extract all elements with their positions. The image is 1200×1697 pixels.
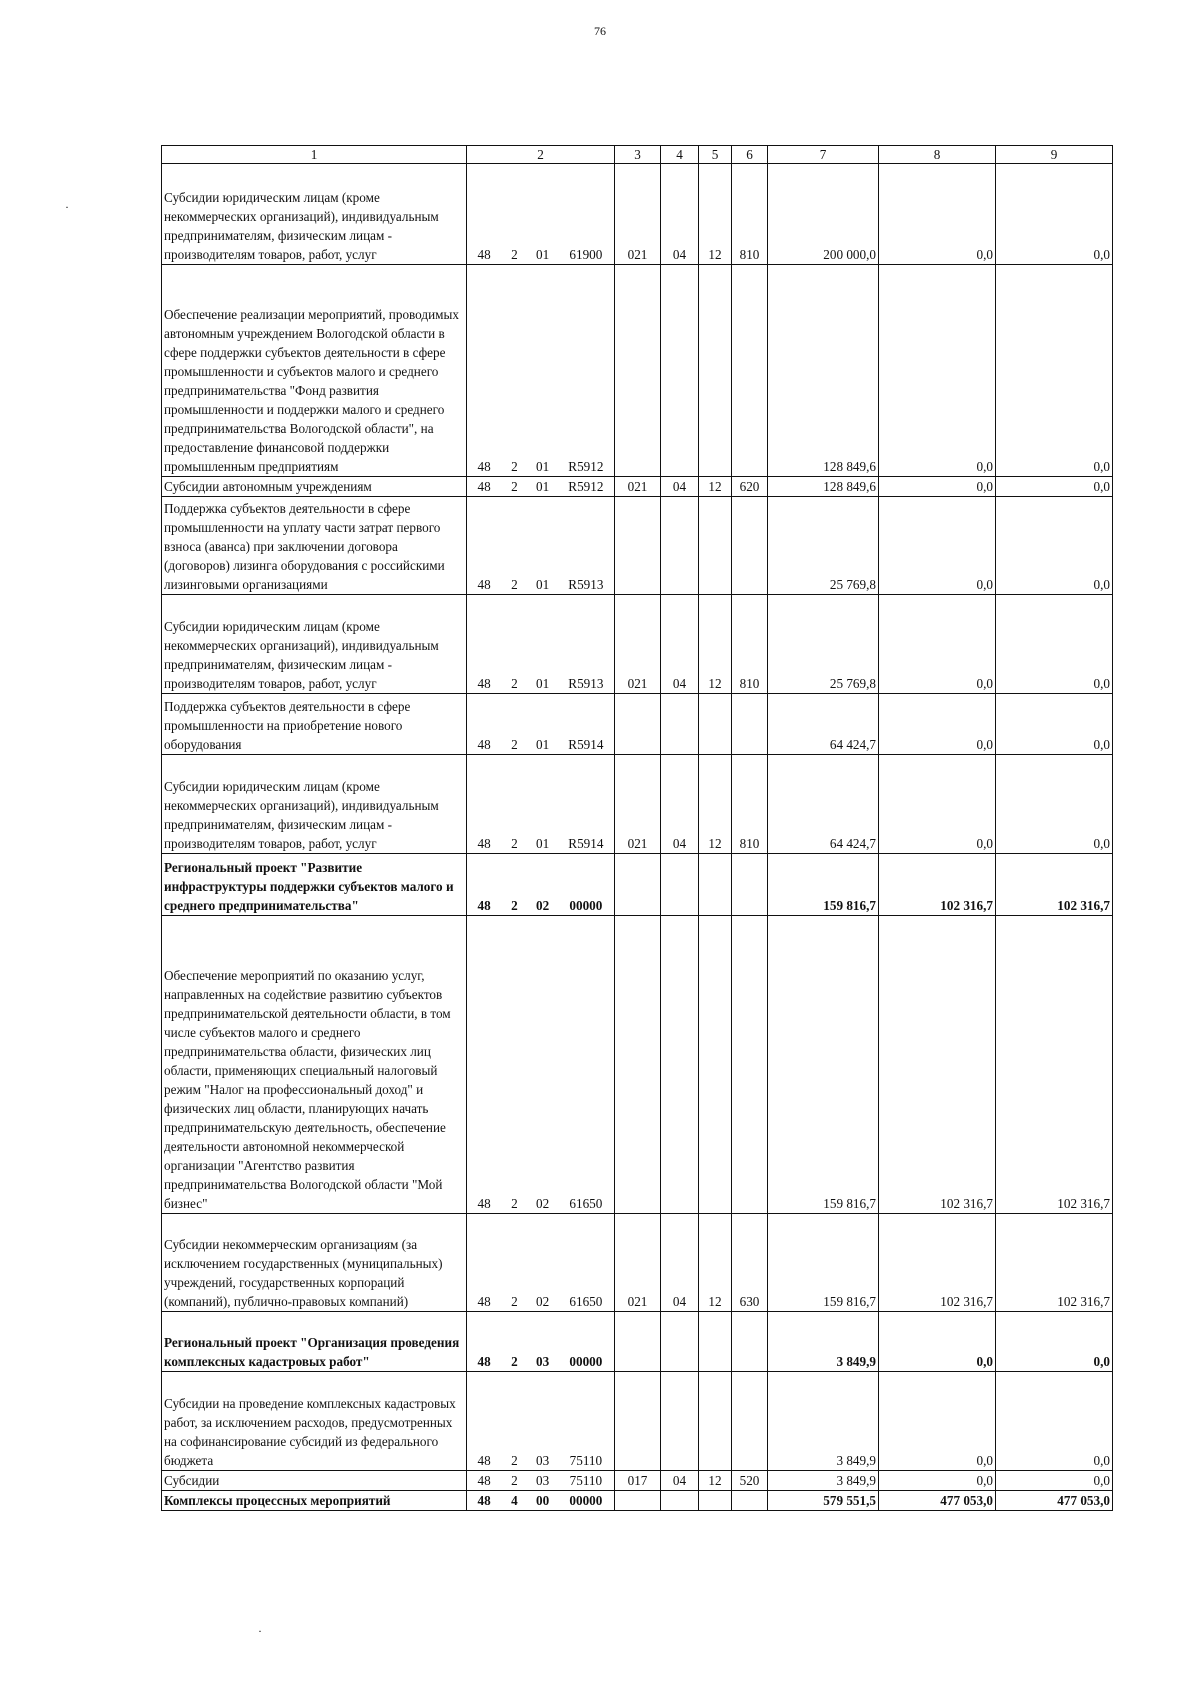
cell-c8: 0,0 bbox=[879, 595, 996, 694]
code-part: 48 bbox=[477, 1453, 491, 1468]
margin-mark: · bbox=[258, 1624, 262, 1638]
cell-c6: 810 bbox=[732, 755, 768, 854]
code-part: 02 bbox=[536, 1294, 550, 1309]
code-part: 2 bbox=[511, 459, 518, 474]
cell-c4: 04 bbox=[661, 1471, 699, 1491]
row-name: Субсидии некоммерческим организациям (за исключением государственных (муниципальных) учреждений, государственных корпораций (компаний), публично-правовых компаний) bbox=[162, 1214, 467, 1312]
code-part: 48 bbox=[477, 898, 491, 913]
cell-c6 bbox=[732, 916, 768, 1214]
header-cell: 7 bbox=[768, 146, 879, 164]
code-part: 75110 bbox=[569, 1473, 603, 1488]
cell-c7: 64 424,7 bbox=[768, 694, 879, 755]
cell-c4 bbox=[661, 694, 699, 755]
cell-c7: 3 849,9 bbox=[768, 1312, 879, 1372]
code-part: 01 bbox=[536, 247, 550, 262]
cell-c8: 0,0 bbox=[879, 694, 996, 755]
code-part: 01 bbox=[536, 459, 550, 474]
cell-c7: 64 424,7 bbox=[768, 755, 879, 854]
cell-c9: 0,0 bbox=[996, 694, 1113, 755]
table-row bbox=[162, 694, 1113, 755]
cell-c8: 102 316,7 bbox=[879, 1214, 996, 1312]
budget-code bbox=[467, 1214, 615, 1312]
code-part: 48 bbox=[477, 577, 491, 592]
budget-code bbox=[467, 477, 615, 497]
cell-c3: 021 bbox=[615, 164, 661, 265]
cell-c6: 630 bbox=[732, 1214, 768, 1312]
code-part: 01 bbox=[536, 577, 550, 592]
cell-c5 bbox=[699, 916, 732, 1214]
table-row bbox=[162, 595, 1113, 694]
margin-mark: · bbox=[65, 200, 69, 214]
budget-code bbox=[467, 595, 615, 694]
code-part: 01 bbox=[536, 676, 550, 691]
cell-c5 bbox=[699, 1372, 732, 1471]
cell-c3 bbox=[615, 854, 661, 916]
cell-c4 bbox=[661, 497, 699, 595]
cell-c6 bbox=[732, 694, 768, 755]
row-name: Субсидии юридическим лицам (кроме некоммерческих организаций), индивидуальным предпринимателям, физическим лицам - производителям товаров, работ, услуг bbox=[162, 755, 467, 854]
cell-c5: 12 bbox=[699, 595, 732, 694]
cell-c5 bbox=[699, 497, 732, 595]
header-cell: 6 bbox=[732, 146, 768, 164]
budget-code bbox=[467, 164, 615, 265]
table-row bbox=[162, 1214, 1113, 1312]
header-cell: 8 bbox=[879, 146, 996, 164]
cell-c7: 159 816,7 bbox=[768, 854, 879, 916]
code-part: 4 bbox=[511, 1493, 518, 1508]
code-part: 2 bbox=[511, 479, 518, 494]
code-part: 48 bbox=[477, 1294, 491, 1309]
row-name: Поддержка субъектов деятельности в сфере промышленности на уплату части затрат первого взноса (аванса) при заключении договора (договоров) лизинга оборудования с российскими лизинговыми организациями bbox=[162, 497, 467, 595]
code-part: 03 bbox=[536, 1354, 550, 1369]
budget-code bbox=[467, 694, 615, 755]
code-part: 2 bbox=[511, 1453, 518, 1468]
header-cell: 3 bbox=[615, 146, 661, 164]
budget-code bbox=[467, 755, 615, 854]
cell-c6: 810 bbox=[732, 164, 768, 265]
table-row bbox=[162, 1372, 1113, 1471]
row-name: Поддержка субъектов деятельности в сфере промышленности на приобретение нового оборудования bbox=[162, 694, 467, 755]
code-part: 01 bbox=[536, 479, 550, 494]
cell-c3: 021 bbox=[615, 755, 661, 854]
code-part: 2 bbox=[511, 676, 518, 691]
table-row bbox=[162, 164, 1113, 265]
cell-c6 bbox=[732, 854, 768, 916]
budget-table bbox=[161, 145, 1113, 1511]
table-row bbox=[162, 477, 1113, 497]
cell-c9: 0,0 bbox=[996, 1372, 1113, 1471]
cell-c7: 3 849,9 bbox=[768, 1372, 879, 1471]
code-part: 2 bbox=[511, 836, 518, 851]
code-part: 48 bbox=[477, 676, 491, 691]
cell-c8: 477 053,0 bbox=[879, 1491, 996, 1511]
header-cell: 4 bbox=[661, 146, 699, 164]
cell-c5 bbox=[699, 694, 732, 755]
code-part: 61650 bbox=[569, 1196, 603, 1211]
cell-c5 bbox=[699, 1312, 732, 1372]
cell-c9: 0,0 bbox=[996, 1471, 1113, 1491]
budget-code bbox=[467, 1372, 615, 1471]
cell-c3 bbox=[615, 1372, 661, 1471]
table-row bbox=[162, 1471, 1113, 1491]
cell-c9: 0,0 bbox=[996, 477, 1113, 497]
cell-c7: 128 849,6 bbox=[768, 265, 879, 477]
code-part: 48 bbox=[477, 836, 491, 851]
cell-c7: 25 769,8 bbox=[768, 595, 879, 694]
cell-c4 bbox=[661, 854, 699, 916]
cell-c8: 0,0 bbox=[879, 164, 996, 265]
table-row bbox=[162, 916, 1113, 1214]
cell-c9: 102 316,7 bbox=[996, 1214, 1113, 1312]
cell-c9: 102 316,7 bbox=[996, 916, 1113, 1214]
row-name: Субсидии bbox=[162, 1471, 467, 1491]
cell-c3 bbox=[615, 916, 661, 1214]
table-row bbox=[162, 265, 1113, 477]
code-part: 02 bbox=[536, 1196, 550, 1211]
cell-c6 bbox=[732, 1491, 768, 1511]
header-cell: 2 bbox=[467, 146, 615, 164]
code-part: R5914 bbox=[568, 737, 604, 752]
table-body bbox=[162, 146, 1113, 1511]
row-name: Субсидии автономным учреждениям bbox=[162, 477, 467, 497]
cell-c8: 0,0 bbox=[879, 477, 996, 497]
cell-c8: 0,0 bbox=[879, 1372, 996, 1471]
cell-c8: 0,0 bbox=[879, 1312, 996, 1372]
cell-c7: 3 849,9 bbox=[768, 1471, 879, 1491]
cell-c3 bbox=[615, 694, 661, 755]
cell-c3: 021 bbox=[615, 1214, 661, 1312]
code-part: 2 bbox=[511, 898, 518, 913]
code-part: 02 bbox=[536, 898, 550, 913]
cell-c4 bbox=[661, 265, 699, 477]
cell-c5 bbox=[699, 1491, 732, 1511]
code-part: 00000 bbox=[569, 1354, 603, 1369]
cell-c6 bbox=[732, 1312, 768, 1372]
cell-c4 bbox=[661, 916, 699, 1214]
budget-code bbox=[467, 1471, 615, 1491]
cell-c4: 04 bbox=[661, 477, 699, 497]
cell-c6: 810 bbox=[732, 595, 768, 694]
cell-c5 bbox=[699, 265, 732, 477]
cell-c3 bbox=[615, 1491, 661, 1511]
cell-c7: 25 769,8 bbox=[768, 497, 879, 595]
table-row bbox=[162, 1312, 1113, 1372]
cell-c6 bbox=[732, 497, 768, 595]
table-row bbox=[162, 755, 1113, 854]
cell-c8: 0,0 bbox=[879, 265, 996, 477]
budget-code bbox=[467, 497, 615, 595]
code-part: 61650 bbox=[569, 1294, 603, 1309]
cell-c3 bbox=[615, 265, 661, 477]
code-part: 2 bbox=[511, 247, 518, 262]
page-number: 76 bbox=[594, 24, 606, 38]
cell-c8: 102 316,7 bbox=[879, 916, 996, 1214]
code-part: R5913 bbox=[568, 676, 604, 691]
code-part: 75110 bbox=[569, 1453, 603, 1468]
table-row bbox=[162, 854, 1113, 916]
row-name: Комплексы процессных мероприятий bbox=[162, 1491, 467, 1511]
table-row bbox=[162, 1491, 1113, 1511]
code-part: 48 bbox=[477, 479, 491, 494]
cell-c6 bbox=[732, 265, 768, 477]
code-part: R5912 bbox=[568, 459, 604, 474]
code-part: 00 bbox=[536, 1493, 550, 1508]
code-part: R5912 bbox=[568, 479, 604, 494]
cell-c7: 128 849,6 bbox=[768, 477, 879, 497]
cell-c7: 200 000,0 bbox=[768, 164, 879, 265]
header-cell: 5 bbox=[699, 146, 732, 164]
code-part: 03 bbox=[536, 1473, 550, 1488]
cell-c9: 477 053,0 bbox=[996, 1491, 1113, 1511]
cell-c7: 579 551,5 bbox=[768, 1491, 879, 1511]
cell-c6: 620 bbox=[732, 477, 768, 497]
budget-code bbox=[467, 1491, 615, 1511]
cell-c7: 159 816,7 bbox=[768, 1214, 879, 1312]
row-name: Региональный проект "Развитие инфраструктуры поддержки субъектов малого и среднего предпринимательства" bbox=[162, 854, 467, 916]
cell-c4: 04 bbox=[661, 164, 699, 265]
cell-c4 bbox=[661, 1491, 699, 1511]
cell-c5: 12 bbox=[699, 1471, 732, 1491]
cell-c5: 12 bbox=[699, 477, 732, 497]
code-part: 2 bbox=[511, 737, 518, 752]
row-name: Субсидии юридическим лицам (кроме некоммерческих организаций), индивидуальным предпринимателям, физическим лицам - производителям товаров, работ, услуг bbox=[162, 164, 467, 265]
cell-c9: 0,0 bbox=[996, 595, 1113, 694]
cell-c9: 0,0 bbox=[996, 497, 1113, 595]
cell-c9: 102 316,7 bbox=[996, 854, 1113, 916]
code-part: 48 bbox=[477, 459, 491, 474]
cell-c3: 017 bbox=[615, 1471, 661, 1491]
cell-c9: 0,0 bbox=[996, 265, 1113, 477]
cell-c4: 04 bbox=[661, 595, 699, 694]
code-part: 00000 bbox=[569, 898, 603, 913]
code-part: 2 bbox=[511, 1294, 518, 1309]
code-part: 48 bbox=[477, 737, 491, 752]
cell-c3: 021 bbox=[615, 595, 661, 694]
cell-c9: 0,0 bbox=[996, 164, 1113, 265]
header-cell: 9 bbox=[996, 146, 1113, 164]
code-part: 01 bbox=[536, 836, 550, 851]
row-name: Субсидии на проведение комплексных кадастровых работ, за исключением расходов, предусмотренных на софинансирование субсидий из федерального бюджета bbox=[162, 1372, 467, 1471]
cell-c8: 0,0 bbox=[879, 755, 996, 854]
code-part: 48 bbox=[477, 1473, 491, 1488]
code-part: R5913 bbox=[568, 577, 604, 592]
row-name: Субсидии юридическим лицам (кроме некоммерческих организаций), индивидуальным предпринимателям, физическим лицам - производителям товаров, работ, услуг bbox=[162, 595, 467, 694]
header-row bbox=[162, 146, 1113, 164]
cell-c5: 12 bbox=[699, 164, 732, 265]
cell-c9: 0,0 bbox=[996, 1312, 1113, 1372]
cell-c3 bbox=[615, 1312, 661, 1372]
header-cell: 1 bbox=[162, 146, 467, 164]
row-name: Обеспечение реализации мероприятий, проводимых автономным учреждением Вологодской области в сфере поддержки субъектов деятельности в сфере промышленности и субъектов малого и среднего предпринимательства "Фонд развития промышленности и поддержки малого и среднего предпринимательства Вологодской области", на предоставление финансовой поддержки промышленным предприятиям bbox=[162, 265, 467, 477]
cell-c5 bbox=[699, 854, 732, 916]
code-part: 2 bbox=[511, 577, 518, 592]
cell-c8: 0,0 bbox=[879, 1471, 996, 1491]
cell-c8: 0,0 bbox=[879, 497, 996, 595]
table-row bbox=[162, 497, 1113, 595]
code-part: 48 bbox=[477, 247, 491, 262]
code-part: 2 bbox=[511, 1196, 518, 1211]
cell-c5: 12 bbox=[699, 1214, 732, 1312]
code-part: 03 bbox=[536, 1453, 550, 1468]
code-part: 61900 bbox=[569, 247, 603, 262]
code-part: 01 bbox=[536, 737, 550, 752]
budget-code bbox=[467, 916, 615, 1214]
cell-c4 bbox=[661, 1372, 699, 1471]
cell-c3: 021 bbox=[615, 477, 661, 497]
cell-c4: 04 bbox=[661, 1214, 699, 1312]
cell-c9: 0,0 bbox=[996, 755, 1113, 854]
cell-c5: 12 bbox=[699, 755, 732, 854]
code-part: 2 bbox=[511, 1354, 518, 1369]
code-part: R5914 bbox=[568, 836, 604, 851]
code-part: 48 bbox=[477, 1354, 491, 1369]
cell-c3 bbox=[615, 497, 661, 595]
cell-c6: 520 bbox=[732, 1471, 768, 1491]
code-part: 48 bbox=[477, 1196, 491, 1211]
budget-code bbox=[467, 1312, 615, 1372]
cell-c4: 04 bbox=[661, 755, 699, 854]
row-name: Региональный проект "Организация проведения комплексных кадастровых работ" bbox=[162, 1312, 467, 1372]
code-part: 00000 bbox=[569, 1493, 603, 1508]
code-part: 2 bbox=[511, 1473, 518, 1488]
cell-c7: 159 816,7 bbox=[768, 916, 879, 1214]
budget-code bbox=[467, 854, 615, 916]
cell-c4 bbox=[661, 1312, 699, 1372]
cell-c6 bbox=[732, 1372, 768, 1471]
code-part: 48 bbox=[477, 1493, 491, 1508]
row-name: Обеспечение мероприятий по оказанию услуг, направленных на содействие развитию субъектов предпринимательской деятельности области, в том числе субъектов малого и среднего предпринимательства области, физических лиц области, применяющих специальный налоговый режим "Налог на профессиональный доход" и физических лиц области, планирующих начать предпринимательскую деятельность, обеспечение деятельности автономной некоммерческой организации "Агентство развития предпринимательства Вологодской области "Мой бизнес" bbox=[162, 916, 467, 1214]
cell-c8: 102 316,7 bbox=[879, 854, 996, 916]
budget-code bbox=[467, 265, 615, 477]
